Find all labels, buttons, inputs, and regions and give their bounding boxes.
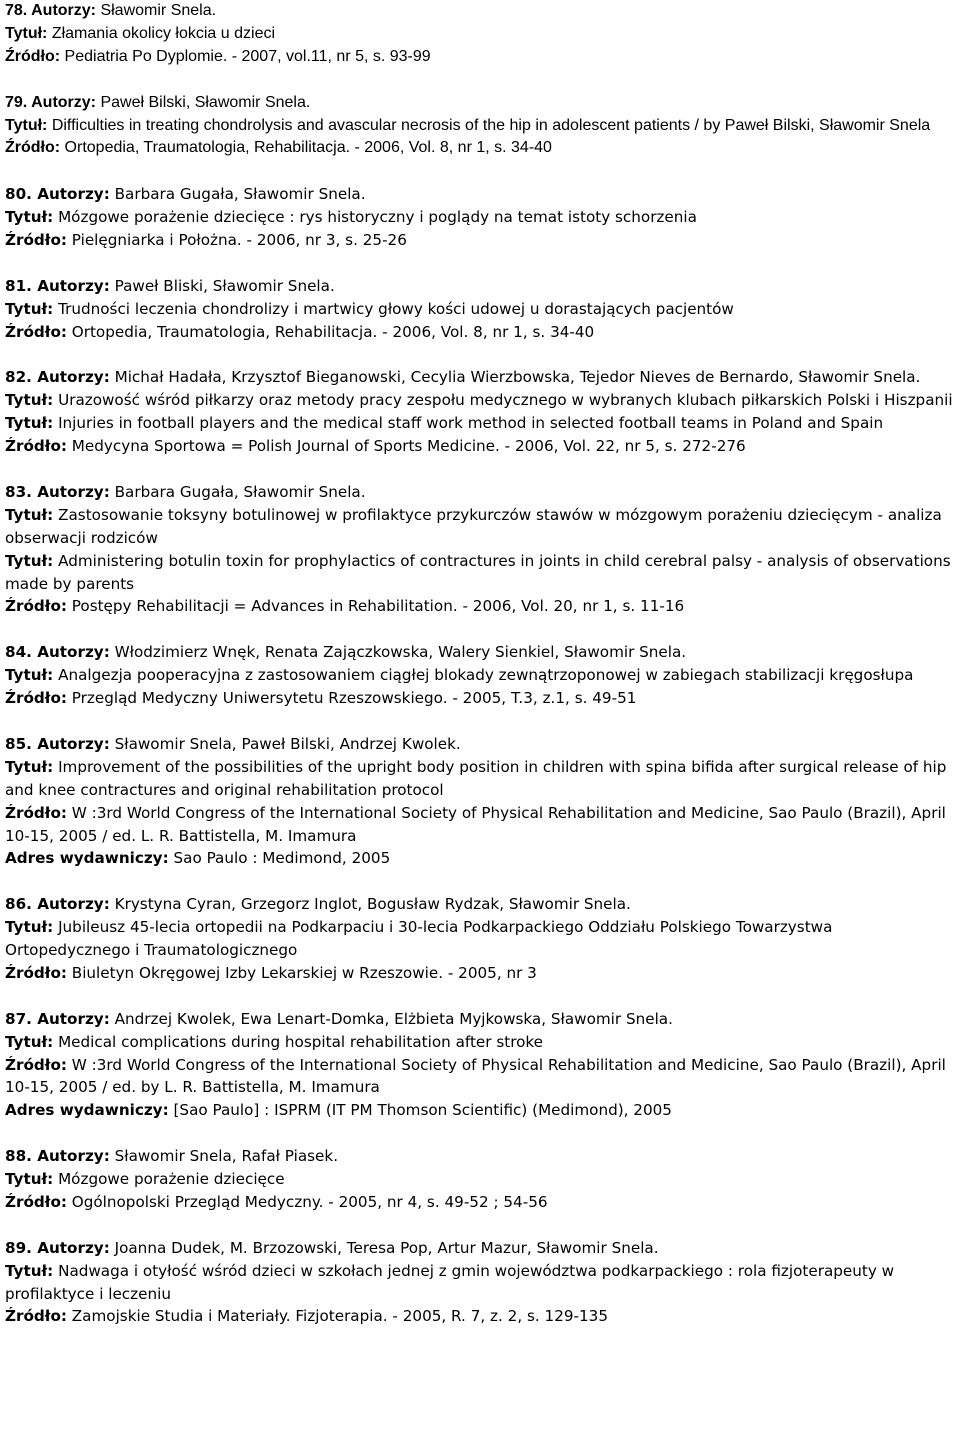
field-label-text: Tytuł: [5,414,54,433]
field-value: Trudności leczenia chondrolizy i martwicy głowy kości udowej u dorastających pacjentów [58,299,734,318]
entry-line [5,275,956,298]
entry-line [5,46,956,69]
field-label-text: Tytuł: [5,299,54,318]
field-value: Ogólnopolski Przegląd Medyczny. - 2005, nr 4, s. 49-52 ; 54-56 [71,1192,548,1211]
field-label-text: Źródło: [5,322,67,341]
entry-line [5,206,956,229]
field-label-text: Źródło: [5,1055,67,1074]
field-label-text: Źródło: [5,1192,67,1211]
field-label-text: Źródło: [5,803,67,822]
field-label [5,849,169,867]
entry-line [5,756,956,802]
field-value: Mózgowe porażenie dziecięce : rys historyczny i poglądy na temat istoty schorzenia [58,208,697,227]
field-value: W :3rd World Congress of the International Society of Physical Rehabilitation and Medicine, Sao Paulo (Brazil), April 10-15, 2005 / ed. L. R. Battistella, M. Imamura [5,803,946,845]
entry-line [5,229,956,252]
entry-line [5,1191,956,1214]
entry-line [5,412,956,435]
field-label-text: Tytuł: [5,505,54,524]
entry-line [5,1168,956,1191]
field-label [5,48,60,65]
bibliography-entry [5,1145,956,1214]
field-value: Administering botulin toxin for prophylactics of contractures in joints in child cerebral palsy - analysis of observations made by parents [5,551,951,593]
field-label-text: Tytuł: [5,1261,54,1280]
field-label [5,208,53,226]
entry-line [5,183,956,206]
field-label-text: Autorzy: [37,185,110,204]
entry-line [5,0,956,23]
entry-line [5,115,956,138]
entry-line [5,389,956,412]
field-label [5,25,47,42]
entry-number: 80. [5,185,32,204]
field-label [5,391,53,409]
bibliography-entry [5,275,956,344]
entry-line [5,1237,956,1260]
bibliography-entry [5,366,956,458]
field-label-text: Adres wydawniczy: [5,849,169,868]
field-label [5,1033,53,1051]
field-label [5,323,67,341]
field-label-text: Tytuł: [5,24,48,42]
field-label-text: Autorzy: [31,93,96,111]
field-label-text: Tytuł: [5,391,54,410]
field-value: Barbara Gugała, Sławomir Snela. [114,185,366,204]
field-value: Nadwaga i otyłość wśród dzieci w szkołach jednej z gmin województwa podkarpackiego : rola fizjoterapeuty w profilaktyce i leczeniu [5,1261,895,1303]
entry-number: 85. [5,734,32,753]
field-value: Pediatria Po Dyplomie. - 2007, vol.11, nr 5, s. 93-99 [64,47,431,65]
field-value: Postępy Rehabilitacji = Advances in Rehabilitation. - 2006, Vol. 20, nr 1, s. 11-16 [71,597,685,616]
field-label [5,1170,53,1188]
field-label [5,1101,169,1119]
field-label-text: Autorzy: [31,2,96,19]
field-label [5,1193,67,1211]
bibliography-entry [5,0,956,69]
entry-line [5,916,956,962]
entry-line [5,1031,956,1054]
entry-line [5,962,956,985]
field-value: Paweł Bliski, Sławomir Snela. [114,276,335,295]
entry-line [5,435,956,458]
entry-number: 83. [5,482,32,501]
field-label-text: Autorzy: [37,482,110,501]
field-value: Urazowość wśród piłkarzy oraz metody pracy zespołu medycznego w wybranych klubach piłkarskich Polski i Hiszpanii [58,391,953,410]
field-label [5,643,110,661]
field-label-text: Autorzy: [37,643,110,662]
field-label-text: Autorzy: [37,734,110,753]
field-label [5,758,53,776]
entry-number: 88. [5,1147,32,1166]
field-value: Pielęgniarka i Położna. - 2006, nr 3, s. 25-26 [71,231,407,250]
field-label [5,735,110,753]
entry-line [5,137,956,160]
field-label-text: Tytuł: [5,208,54,227]
field-value: Medycyna Sportowa = Polish Journal of Sports Medicine. - 2006, Vol. 22, nr 5, s. 272-276 [71,437,746,456]
field-value: Barbara Gugała, Sławomir Snela. [114,482,366,501]
bibliography-entry [5,183,956,252]
bibliography-entry [5,1008,956,1123]
field-label [5,1239,110,1257]
field-value: Ortopedia, Traumatologia, Rehabilitacja. - 2006, Vol. 8, nr 1, s. 34-40 [64,139,552,157]
field-label-text: Autorzy: [37,1009,110,1028]
field-value: Analgezja pooperacyjna z zastosowaniem ciągłej blokady zewnątrzoponowej w zabiegach stabilizacji kręgosłupa [58,666,914,685]
field-value: Zamojskie Studia i Materiały. Fizjoterapia. - 2005, R. 7, z. 2, s. 129-135 [71,1307,609,1326]
field-label-text: Źródło: [5,1307,67,1326]
entry-line [5,1099,956,1122]
entry-line [5,366,956,389]
field-label-text: Tytuł: [5,116,48,134]
entry-line [5,893,956,916]
field-label [5,117,47,134]
field-label [5,1010,110,1028]
field-value: Krystyna Cyran, Grzegorz Inglot, Bogusław Rydzak, Sławomir Snela. [114,895,631,914]
entry-number: 87. [5,1009,32,1028]
entry-line [5,92,956,115]
field-label-text: Źródło: [5,963,67,982]
field-label [5,1056,67,1074]
field-label [5,231,67,249]
field-label-text: Źródło: [5,597,67,616]
field-label [5,94,96,111]
field-label [5,597,67,615]
field-label-text: Autorzy: [37,1147,110,1166]
entry-line [5,733,956,756]
field-value: Złamania okolicy łokcia u dzieci [51,24,276,42]
entry-line [5,550,956,596]
entry-line [5,298,956,321]
entry-line [5,481,956,504]
bibliography-entry [5,92,956,161]
field-value: Sao Paulo : Medimond, 2005 [173,849,391,868]
field-label [5,666,53,684]
entry-line [5,687,956,710]
field-value: Improvement of the possibilities of the upright body position in children with spina bifida after surgical release of hip and knee contractures and original rehabilitation protocol [5,757,947,799]
field-label [5,918,53,936]
field-label-text: Źródło: [5,437,67,456]
field-label [5,368,110,386]
field-value: Przegląd Medyczny Uniwersytetu Rzeszowskiego. - 2005, T.3, z.1, s. 49-51 [71,689,637,708]
field-label-text: Tytuł: [5,1170,54,1189]
field-value: Sławomir Snela, Paweł Bilski, Andrzej Kwolek. [114,734,461,753]
entry-line [5,321,956,344]
field-label [5,1262,53,1280]
entry-number: 79. [5,93,28,111]
entry-line [5,1008,956,1031]
field-label [5,689,67,707]
field-value: Paweł Bilski, Sławomir Snela. [100,93,311,111]
entry-number: 86. [5,895,32,914]
field-value: Sławomir Snela. [100,2,217,19]
entry-line [5,1260,956,1306]
field-label [5,139,60,156]
field-value: Injuries in football players and the medical staff work method in selected football teams in Poland and Spain [58,414,884,433]
entry-line [5,641,956,664]
field-label [5,483,110,501]
entry-line [5,1145,956,1168]
field-label-text: Źródło: [5,139,61,157]
entry-line [5,595,956,618]
field-label [5,300,53,318]
field-value: Ortopedia, Traumatologia, Rehabilitacja. - 2006, Vol. 8, nr 1, s. 34-40 [71,322,595,341]
field-label [5,2,96,19]
field-label [5,185,110,203]
field-label-text: Źródło: [5,47,61,65]
field-label [5,414,53,432]
field-label [5,964,67,982]
entry-line [5,1305,956,1328]
field-value: Joanna Dudek, M. Brzozowski, Teresa Pop, Artur Mazur, Sławomir Snela. [114,1238,659,1257]
field-value: Michał Hadała, Krzysztof Bieganowski, Cecylia Wierzbowska, Tejedor Nieves de Bernardo, Sławomir Snela. [114,368,921,387]
field-label-text: Autorzy: [37,895,110,914]
field-label-text: Autorzy: [37,1238,110,1257]
field-label-text: Autorzy: [37,276,110,295]
field-label-text: Tytuł: [5,551,54,570]
bibliography-entry [5,893,956,985]
field-label [5,437,67,455]
field-label-text: Adres wydawniczy: [5,1101,169,1120]
field-label-text: Tytuł: [5,918,54,937]
field-value: Zastosowanie toksyny botulinowej w profilaktyce przykurczów stawów w mózgowym porażeniu dziecięcym - analiza obserwacji rodziców [5,505,942,547]
field-value: Andrzej Kwolek, Ewa Lenart-Domka, Elżbieta Myjkowska, Sławomir Snela. [114,1009,673,1028]
entry-number: 78. [5,2,28,19]
field-value: Sławomir Snela, Rafał Piasek. [114,1147,339,1166]
field-value: Biuletyn Okręgowej Izby Lekarskiej w Rzeszowie. - 2005, nr 3 [71,963,537,982]
field-value: Mózgowe porażenie dziecięce [58,1170,285,1189]
field-label [5,1147,110,1165]
entry-line [5,664,956,687]
bibliography-entry [5,1237,956,1329]
entry-line [5,23,956,46]
bibliography-entry [5,481,956,618]
field-value: Jubileusz 45-lecia ortopedii na Podkarpaciu i 30-lecia Podkarpackiego Oddziału Polskiego Towarzystwa Ortopedycznego i Traumatologicznego [5,918,833,960]
field-label-text: Autorzy: [37,368,110,387]
field-label [5,506,53,524]
field-value: Difficulties in treating chondrolysis and avascular necrosis of the hip in adolescent patients / by Paweł Bilski, Sławomir Snela [51,116,931,134]
entry-line [5,802,956,848]
bibliography-entry [5,641,956,710]
field-label [5,277,110,295]
entry-number: 81. [5,276,32,295]
field-value: Medical complications during hospital rehabilitation after stroke [58,1032,544,1051]
entry-number: 89. [5,1238,32,1257]
field-label [5,895,110,913]
field-label-text: Tytuł: [5,1032,54,1051]
entry-line [5,504,956,550]
entry-number: 82. [5,368,32,387]
field-value: Włodzimierz Wnęk, Renata Zajączkowska, Walery Sienkiel, Sławomir Snela. [114,643,687,662]
field-label-text: Źródło: [5,231,67,250]
entry-line [5,1054,956,1100]
field-value: [Sao Paulo] : ISPRM (IT PM Thomson Scientific) (Medimond), 2005 [173,1101,672,1120]
field-label [5,552,53,570]
field-label [5,1307,67,1325]
entry-line [5,847,956,870]
field-label-text: Tytuł: [5,666,54,685]
field-value: W :3rd World Congress of the International Society of Physical Rehabilitation and Medicine, Sao Paulo (Brazil), April 10-15, 2005 / ed. by L. R. Battistella, M. Imamura [5,1055,946,1097]
entry-number: 84. [5,643,32,662]
field-label [5,804,67,822]
bibliography-entry [5,733,956,870]
field-label-text: Tytuł: [5,757,54,776]
field-label-text: Źródło: [5,689,67,708]
